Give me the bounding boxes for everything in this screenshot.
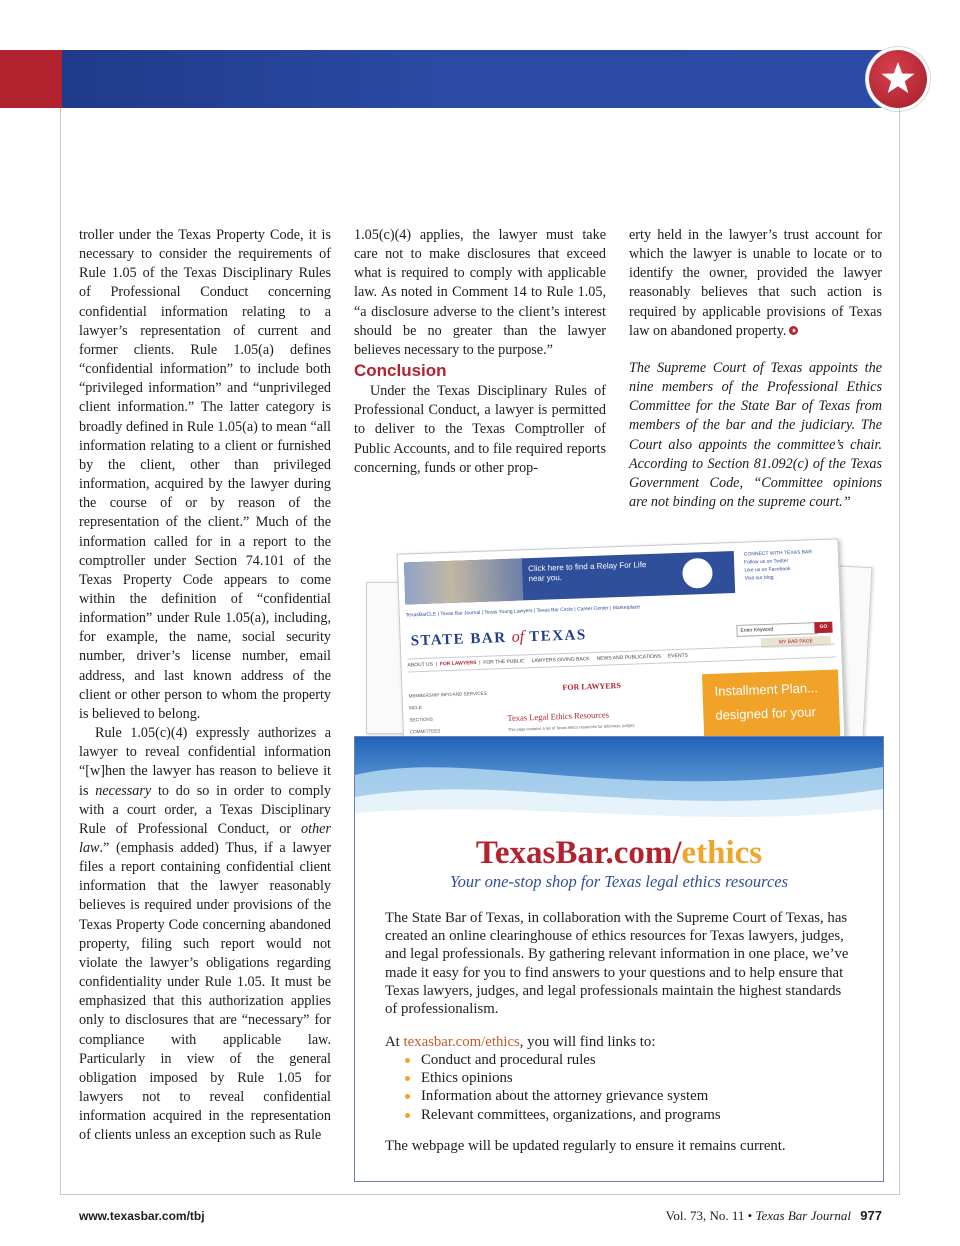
- star-end-icon: [789, 326, 798, 335]
- bullet-icon: [405, 1113, 410, 1118]
- list-item: Ethics opinions: [385, 1069, 857, 1087]
- article-column-2: [354, 226, 606, 478]
- star-badge: [866, 47, 930, 111]
- article-paragraph: erty held in the lawyer’s trust account for which the lawyer is unable to locate or to identify the owner, provided the lawyer reasonably believes that such action is required by applicable provisions of Texas law on abandoned property.: [629, 227, 882, 339]
- section-heading: Conclusion: [354, 361, 447, 381]
- article-paragraph: 1.05(c)(4) applies, the lawyer must take care not to make disclosures that exceed what is required to comply with applicable law. As noted in Comment 14 to Rule 1.05, “a disclosure adverse to the client’s interest should be no greater than the lawyer believes necessary to the purpose.”: [354, 227, 606, 358]
- article-column-1: [79, 226, 331, 1146]
- wave-graphic: [355, 737, 883, 827]
- footer-url[interactable]: www.texasbar.com/tbj: [79, 1209, 205, 1223]
- website-page: [397, 538, 846, 755]
- committee-note: The Supreme Court of Texas appoints the nine members of the Professional Ethics Committee for the State Bar of Texas from members of the bar and the judiciary. The Court also appoints the committee’s chair. According to Section 81.092(c) of the Texas Government Code, “Committee opinions are not binding on the supreme court.”: [629, 359, 882, 511]
- website-search-input: Enter Keyword: [736, 622, 817, 637]
- list-item: Conduct and procedural rules: [385, 1051, 857, 1069]
- website-left-links: MEMBERSHIP INFO AND SERVICES MCLE SECTIONS COMMITTEES: [408, 690, 487, 735]
- article-paragraph: Under the Texas Disciplinary Rules of Professional Conduct, a lawyer is permitted to deliver to the Texas Comptroller of Public Accounts, and to file required reports concerning, funds or other prop-: [354, 383, 606, 476]
- connect-box: CONNECT WITH TEXAS BAR Follow us on Twitter Like us on Facebook Visit our blog: [743, 549, 813, 582]
- website-screenshot: [366, 546, 866, 746]
- ad-title: TexasBar.com/ethics: [475, 835, 763, 871]
- article-paragraph: troller under the Texas Property Code, it is necessary to consider the requirements of Rule 1.05 of the Texas Disciplinary Rules of Professional Conduct concerning confidential information relating to a lawyer’s representation of current and former clients. Rule 1.05(a) defines “confidential information” to include both “privileged information” and “unprivileged client information.” The latter category is broadly defined in Rule 1.05(a) to mean “all information relating to a client or furnished by the client, other than privileged information, acquired by the lawyer during the course of or by reason of the representation of the client.” Much of the information called for in a report to the comptroller under Section 74.101 of the Texas Property Code appears to come within the definition of “confidential information” under Rule 1.05(a), including, for example, the name, social security number, driver’s license number, email address, and last known address of the client or other person to whom the property is believed to belong.: [79, 227, 331, 722]
- article-paragraph: Rule 1.05(c)(4) expressly authorizes a lawyer to reveal confidential information “[w]hen the lawyer has reason to believe it is necessary to do so in order to comply with a court order, a Texas Disciplinary Rule of Professional Conduct, or other law.” (emphasis added) Thus, if a lawyer files a report containing confidential client information that the lawyer reasonably believes is required under provisions of the Texas Property Code concerning abandoned property, filing such report would not violate the lawyer’s obligations regarding confidentiality under Rule 1.05. It must be emphasized that this authorization applies only to disclosures that are “necessary” for compliance with applicable law. Particularly in view of the general obligation imposed by Rule 1.05 for lawyers not to reveal confidential information acquired in the representation of clients unless an exception such as Rule: [79, 725, 332, 1144]
- list-item: Information about the attorney grievance system: [385, 1087, 857, 1105]
- ethics-ad-box: [354, 736, 884, 1182]
- page-number: 977: [860, 1208, 882, 1223]
- ad-body: The State Bar of Texas, in collaboration with the Supreme Court of Texas, has created an online clearinghouse of ethics resources for Texas lawyers, judges, and legal professionals. By gathering relevant information in one place, we’ve made it easy for you to find answers to your questions and to help ensure that Texas lawyers, judges, and legal professionals maintain the highest standards of professionalism.: [385, 910, 849, 1018]
- website-ad: Installment Plan... designed for your: [702, 669, 840, 744]
- ethics-link[interactable]: texasbar.com/ethics: [403, 1034, 520, 1050]
- page-frame-right: [899, 108, 900, 1195]
- bullet-icon: [405, 1058, 410, 1063]
- header-band-blue: [62, 50, 900, 108]
- website-section-title: FOR LAWYERS: [562, 681, 621, 693]
- footer-issue-info: Vol. 73, No. 11 • Texas Bar Journal 977: [665, 1208, 882, 1223]
- list-item: Relevant committees, organizations, and programs: [385, 1106, 857, 1124]
- emphasis: other law: [79, 820, 331, 856]
- relay-text: Click here to find a Relay For Life near you.: [528, 560, 647, 584]
- header-band-red: [0, 50, 62, 108]
- ad-link-line: At texasbar.com/ethics, you will find links to:: [385, 1034, 656, 1050]
- ad-resource-list: [385, 1051, 857, 1124]
- website-ethics-sub: This page contains a list of Texas ethics resources for attorneys, judges,: [507, 722, 636, 732]
- website-go-button: GO: [814, 622, 832, 634]
- website-top-nav: TexasBarCLE | Texas Bar Journal | Texas Young Lawyers | Texas Bar Circle | Career Center | Marketplace: [405, 604, 641, 619]
- my-bar-page-tab: MY BAR PAGE: [761, 636, 831, 648]
- article-column-3: [629, 226, 882, 512]
- bullet-icon: [405, 1094, 410, 1099]
- bullet-icon: [405, 1076, 410, 1081]
- page-frame-left: [60, 108, 61, 1195]
- banner-photo: [404, 558, 523, 604]
- state-bar-logo: STATE BAR of TEXAS: [410, 627, 587, 650]
- page-frame-bottom: [60, 1194, 900, 1195]
- website-ethics-title: Texas Legal Ethics Resources: [507, 709, 610, 724]
- ad-closing: The webpage will be updated regularly to ensure it remains current.: [385, 1138, 786, 1154]
- website-menu: ABOUT US | FOR LAWYERS | FOR THE PUBLIC LAWYERS GIVING BACK NEWS AND PUBLICATIONS EVENTS: [407, 644, 835, 673]
- emphasis: necessary: [95, 782, 152, 799]
- ad-tagline: Your one-stop shop for Texas legal ethics resources: [449, 872, 789, 891]
- star-icon: [880, 60, 916, 96]
